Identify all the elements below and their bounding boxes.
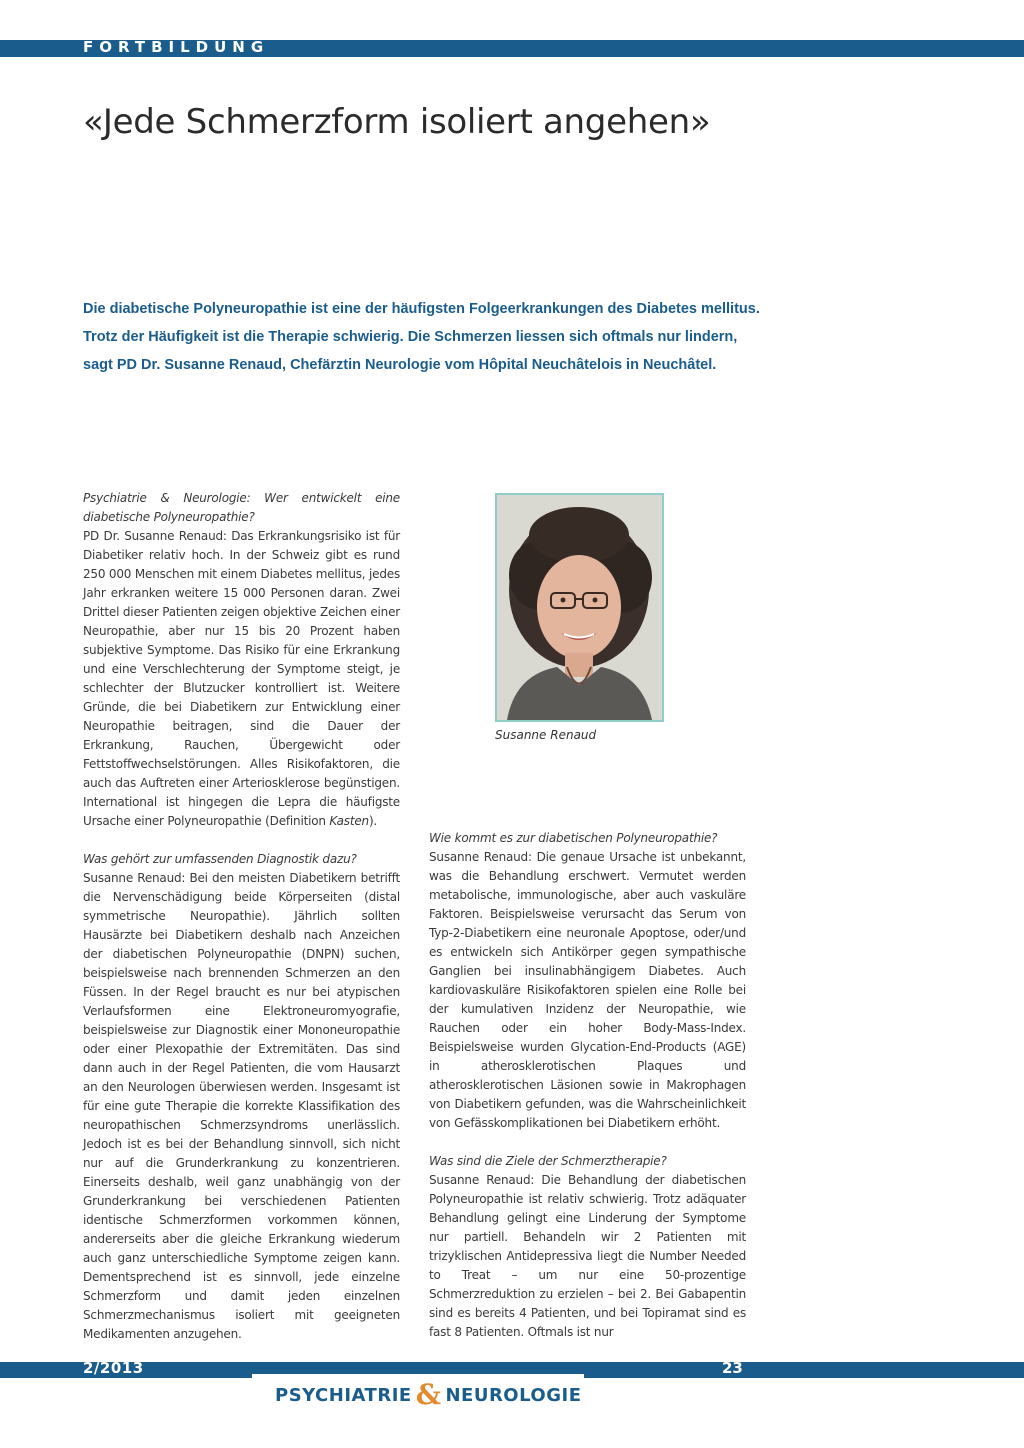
question: Wie kommt es zur diabetischen Polyneuropathie? [429, 831, 718, 845]
logo-left: PSYCHIATRIE [275, 1385, 412, 1406]
answer [429, 848, 746, 1133]
portrait-image [497, 495, 662, 720]
answer-text: Die genaue Ursache ist unbekannt, was die Behandlung erschwert. Vermutet werden metabolische, immunologische, aber auch vaskuläre Faktoren. Beispielsweise verursacht das Serum von Typ-2-Diabetikern eine neuronale Apoptose, oder/und es entwickeln sich Antikörper gegen sympathische Ganglien bei insulinabhängigem Diabetes. Auch kardiovaskuläre Risikofaktoren spielen eine Rolle bei der kumulativen Inzidenz der Neuropathie, wie Rauchen oder ein hoher Body-Mass-Index. Beispielsweise wurden Glycation-End-Products (AGE) in atherosklerotischen Plaques und atherosklerotischen Läsionen sowie in Makrophagen von Diabetikern gefunden, was die Wahrscheinlichkeit von Gefässkomplikationen bei Diabetikern erhöht. [429, 850, 746, 1130]
answer-italic: Kasten [329, 814, 369, 828]
page-number: 23 [722, 1359, 743, 1377]
text-column-2 [429, 829, 746, 1342]
question: Was gehört zur umfassenden Diagnostik dazu? [83, 852, 357, 866]
logo-right: NEUROLOGIE [445, 1385, 582, 1406]
question: Was sind die Ziele der Schmerztherapie? [429, 1154, 667, 1168]
section-label: FORTBILDUNG [83, 38, 270, 56]
answer-text: Bei den meisten Diabetikern betrifft die Nervenschädigung beide Körperseiten (distal symmetrische Neuropathie). Jährlich sollten Hausärzte bei Diabetikern deshalb nach Anzeichen der diabetischen Polyneuropathie (DNPN) suchen, beispielsweise nach brennenden Schmerzen an den Füssen. In der Regel braucht es nur bei atypischen Verlaufsformen eine Elektroneuromyografie, beispielsweise zur Diagnostik einer Mononeuropathie oder einer Plexopathie der Extremitäten. Das sind dann auch in der Regel Patienten, die vom Hausarzt an den Neurologen überwiesen werden. Insgesamt ist für eine gute Therapie die korrekte Klassifikation des neuropathischen Schmerzsyndroms unerlässlich. Jedoch ist es bei der Behandlung sinnvoll, sich nicht nur auf die Grunderkrankung zu konzentrieren. Einerseits deshalb, weil ganz unabhängig von der Grunderkrankung bei verschiedenen Patienten identische Schmerzformen vorkommen können, andererseits aber die gleiche Erkrankung wiederum auch ganz unterschiedliche Symptome zeigen kann. Dementsprechend ist es sinnvoll, jede einzelne Schmerzform und damit jeden einzelnen Schmerzmechanismus isoliert mit geeigneten Medikamenten anzugehen. [83, 871, 400, 1341]
text-column-1 [83, 489, 400, 1344]
speaker: Susanne Renaud: [83, 871, 186, 885]
article-title: «Jede Schmerzform isoliert angehen» [83, 102, 711, 142]
logo-ampersand: & [415, 1378, 442, 1411]
answer [83, 869, 400, 1344]
answer-end: ). [368, 814, 378, 828]
speaker: Susanne Renaud: [429, 1173, 535, 1187]
portrait-photo [495, 493, 664, 722]
answer-text: Das Erkrankungsrisiko ist für Diabetiker relativ hoch. In der Schweiz gibt es rund 250 000 Menschen mit einem Diabetes mellitus, jedes Jahr erkranken weitere 15 000 Personen daran. Zwei Drittel dieser Patienten zeigen objektive Zeichen einer Neuropathie, aber nur 15 bis 20 Prozent haben subjektive Symptome. Das Risiko für eine Erkrankung und eine Verschlechterung der Symptome steigt, je schlechter der Blutzucker kontrolliert ist. Weitere Gründe, die bei Diabetikern zur Entwicklung einer Neuropathie beitragen, sind die Dauer der Erkrankung, Rauchen, Übergewicht oder Fettstoffwechselstörungen. Alles Risikofaktoren, die auch das Auftreten einer Arteriosklerose begünstigen. International ist hingegen die Lepra die häufigste Ursache einer Polyneuropathie (Definition [83, 529, 400, 828]
question: Psychiatrie & Neurologie: Wer entwickelt eine diabetische Polyneuropathie? [83, 491, 400, 524]
photo-caption: Susanne Renaud [495, 728, 597, 742]
journal-logo [275, 1378, 582, 1411]
answer [429, 1171, 746, 1342]
answer-text: Die Behandlung der diabetischen Polyneuropathie ist relativ schwierig. Trotz adäquater Behandlung gelingt eine Linderung der Symptome nur partiell. Behandeln wir 2 Patienten mit trizyklischen Antidepressiva liegt die Number Needed to Treat – um nur eine 50-prozentige Schmerzreduktion zu erzielen – bei 2. Bei Gabapentin sind es bereits 4 Patienten, und bei Topiramat sind es fast 8 Patienten. Oftmals ist nur [429, 1173, 746, 1339]
article-lead: Die diabetische Polyneuropathie ist eine der häufigsten Folgeerkrankungen des Diabetes mellitus. Trotz der Häufigkeit ist die Therapie schwierig. Die Schmerzen liessen sich oftmals nur lindern, sagt PD Dr. Susanne Renaud, Chefärztin Neurologie vom Hôpital Neuchâtelois in Neuchâtel. [83, 301, 760, 373]
answer [83, 527, 400, 831]
issue-number: 2/2013 [83, 1359, 144, 1377]
speaker: Susanne Renaud: [429, 850, 532, 864]
speaker: PD Dr. Susanne Renaud: [83, 529, 227, 543]
